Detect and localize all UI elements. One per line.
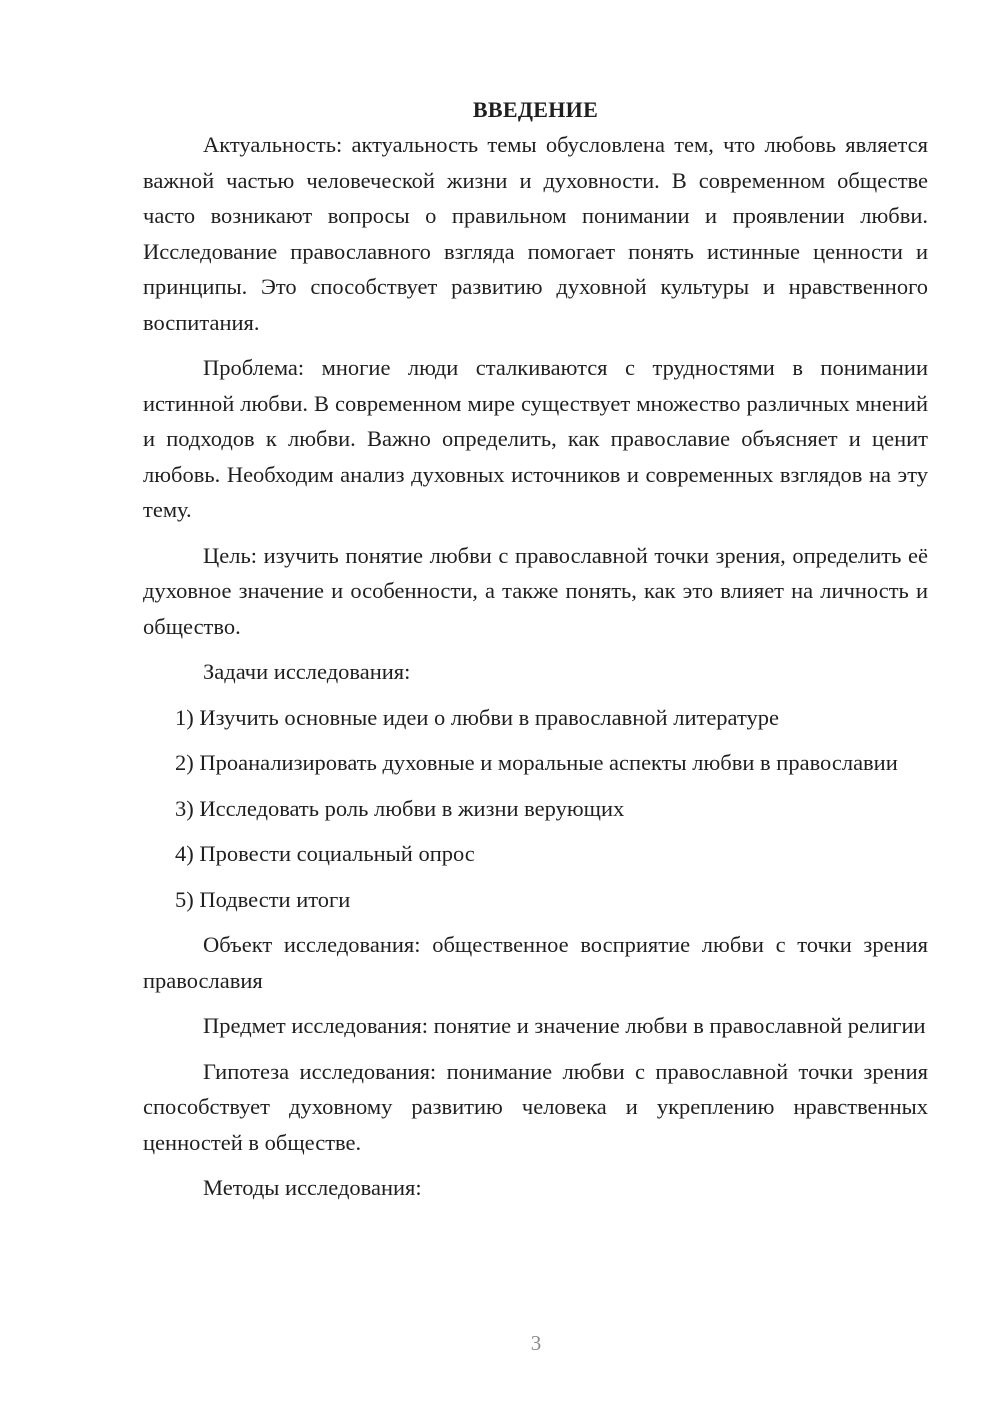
list-item: 3) Исследовать роль любви в жизни верующих xyxy=(175,795,625,821)
paragraph-object: Объект исследования: общественное восприятие любви с точки зрения православия xyxy=(143,932,928,993)
paragraph-tasks-heading: Задачи исследования: xyxy=(203,659,411,684)
paragraph-relevance: Актуальность: актуальность темы обусловлена тем, что любовь является важной частью человеческой жизни и духовности. В современном обществе часто возникают вопросы о правильном понимании и проявлении любви. Исследование православного взгляда помогает понять истинные ценности и принципы. Это способствует развитию духовной культуры и нравственного воспитания. xyxy=(143,132,928,335)
document-page xyxy=(143,92,928,1216)
paragraph-problem: Проблема: многие люди сталкиваются с трудностями в понимании истинной любви. В современном мире существует множество различных мнений и подходов к любви. Важно определить, как православие объясняет и ценит любовь. Необходим анализ духовных источников и современных взглядов на эту тему. xyxy=(143,355,928,522)
tasks-list xyxy=(143,700,928,918)
list-item: 2) Проанализировать духовные и моральные аспекты любви в православии xyxy=(175,750,898,775)
list-item: 1) Изучить основные идеи о любви в православной литературе xyxy=(175,704,779,730)
paragraph-hypothesis: Гипотеза исследования: понимание любви с православной точки зрения способствует духовному развитию человека и укреплению нравственных ценностей в обществе. xyxy=(143,1058,928,1155)
paragraph-goal: Цель: изучить понятие любви с православной точки зрения, определить её духовное значение и особенности, а также понять, как это влияет на личность и общество. xyxy=(143,542,928,639)
list-item: 5) Подвести итоги xyxy=(175,886,351,912)
paragraph-subject: Предмет исследования: понятие и значение любви в православной религии xyxy=(203,1013,926,1038)
page-number: 3 xyxy=(530,1331,542,1355)
paragraph-methods-heading: Методы исследования: xyxy=(203,1175,422,1200)
page-title: ВВЕДЕНИЕ xyxy=(472,97,599,122)
list-item: 4) Провести социальный опрос xyxy=(175,841,475,866)
